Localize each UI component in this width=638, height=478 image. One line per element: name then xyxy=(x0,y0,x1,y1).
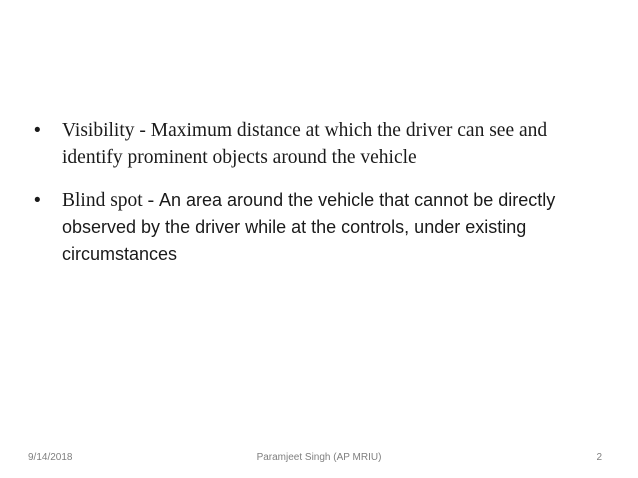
footer-author: Paramjeet Singh (AP MRIU) xyxy=(256,452,382,463)
footer-date: 9/14/2018 xyxy=(28,452,73,463)
bullet-definition: An area around the vehicle that cannot be directly observed by the driver while at the controls, under existing circumstances xyxy=(62,190,556,264)
bullet-term: Blind spot xyxy=(62,190,143,211)
footer-page-number: 2 xyxy=(596,452,602,463)
bullet-marker: • xyxy=(34,120,41,141)
bullet-definition: Maximum distance at which the driver can see and identify prominent objects around the vehicle xyxy=(62,120,548,168)
bullet-term: Visibility xyxy=(62,120,135,141)
bullet-list xyxy=(34,117,604,284)
bullet-separator: - xyxy=(142,190,159,211)
bullet-visibility xyxy=(34,117,604,171)
bullet-blind-spot xyxy=(34,187,604,268)
bullet-marker: • xyxy=(34,190,41,211)
bullet-separator: - xyxy=(134,120,151,141)
